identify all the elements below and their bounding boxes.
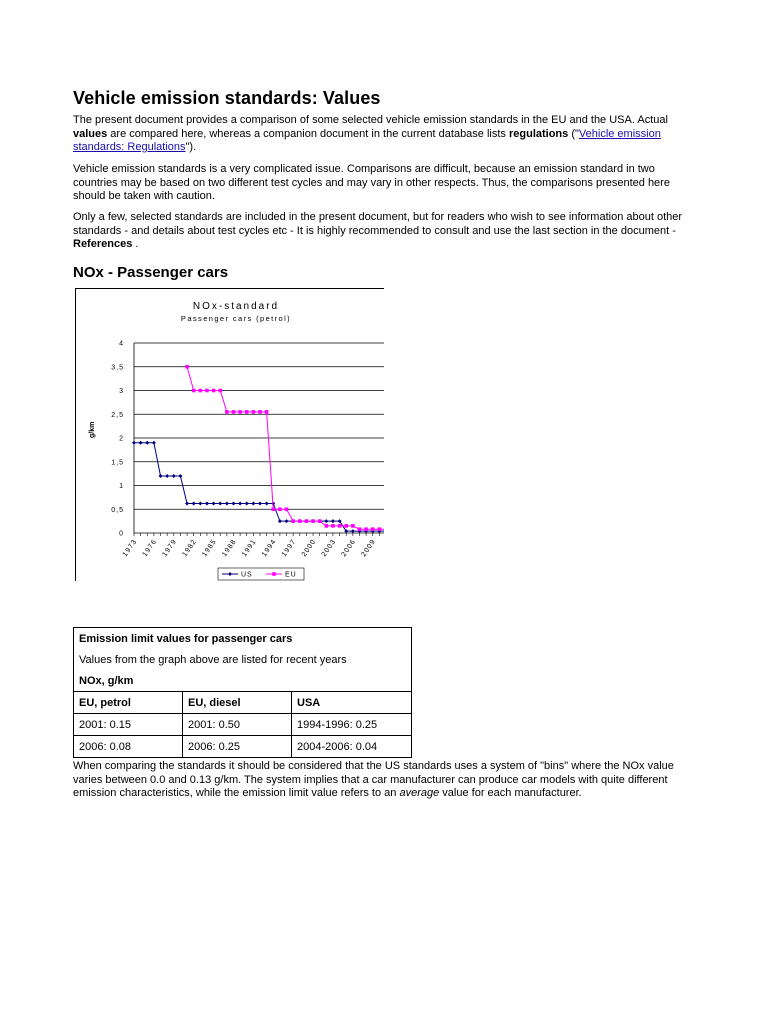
p1-values-bold: values — [73, 127, 108, 140]
data-point-eu — [298, 519, 302, 523]
x-tick-label: 1976 — [141, 538, 159, 559]
legend-marker-eu — [272, 572, 276, 576]
data-point-eu — [325, 524, 329, 528]
data-point-eu — [238, 410, 242, 414]
data-point-eu — [378, 527, 382, 531]
data-point-us — [351, 529, 355, 533]
data-point-eu — [318, 519, 322, 523]
intro-paragraph-1 — [73, 114, 693, 155]
data-point-eu — [278, 507, 282, 511]
data-point-us — [324, 519, 328, 523]
data-point-eu — [305, 519, 309, 523]
data-point-eu — [192, 389, 196, 393]
data-point-eu — [358, 527, 362, 531]
data-point-eu — [245, 410, 249, 414]
table-header-row — [74, 692, 412, 714]
table-cell: 2001: 0.50 — [183, 714, 292, 736]
data-point-us — [212, 502, 216, 506]
header-eu-petrol: EU, petrol — [74, 692, 183, 714]
x-tick-label: 1988 — [221, 538, 239, 559]
table-subtitle: Values from the graph above are listed for recent years — [74, 649, 412, 670]
x-tick-label: 1973 — [121, 538, 139, 559]
page-title: Vehicle emission standards: Values — [73, 88, 381, 108]
data-point-us — [285, 519, 289, 523]
data-point-us — [192, 502, 196, 506]
y-tick-label: 0,5 — [111, 506, 124, 514]
y-tick-labels — [111, 341, 124, 538]
x-tick-label: 2009 — [360, 538, 378, 559]
data-point-eu — [311, 519, 315, 523]
table-title: Emission limit values for passenger cars — [74, 628, 412, 650]
x-tick-label: 1994 — [260, 538, 278, 559]
x-tick-label: 2000 — [300, 538, 318, 559]
data-point-eu — [205, 389, 209, 393]
p1-text-a: The present document provides a comparison of some selected vehicle emission standards in the EU and the USA. Actual — [73, 114, 668, 126]
data-point-us — [251, 502, 255, 506]
x-tick-label: 2006 — [340, 538, 358, 559]
chart-subtitle: Passenger cars (petrol) — [180, 314, 292, 323]
p3-text-a: Only a few, selected standards are included in the present document, but for readers who wish to see information about other standards - and details about test cycles etc - It is highly recommended to consult and use the last section in the document - — [73, 211, 683, 237]
y-axis-label: g/km — [89, 421, 96, 438]
y-tick-label: 1,5 — [111, 459, 124, 467]
data-point-eu — [271, 507, 275, 511]
data-point-eu — [265, 410, 269, 414]
legend-label-us: US — [241, 571, 253, 579]
data-point-us — [132, 441, 136, 445]
table-row — [74, 736, 412, 758]
y-tick-label: 0 — [119, 530, 124, 538]
data-point-us — [205, 502, 209, 506]
data-point-us — [165, 474, 169, 478]
data-point-us — [172, 474, 176, 478]
chart-legend — [218, 568, 304, 580]
y-tick-label: 1 — [119, 483, 124, 490]
y-tick-label: 4 — [119, 340, 124, 348]
data-point-us — [231, 502, 235, 506]
nox-chart — [75, 288, 384, 581]
data-point-eu — [258, 410, 262, 414]
y-tick-label: 2,5 — [111, 411, 124, 419]
footer-paragraph — [73, 760, 693, 801]
regulations-link[interactable]: Vehicle emission standards: Regulations — [73, 127, 661, 153]
data-point-us — [218, 502, 222, 506]
data-point-us — [185, 502, 189, 506]
table-cell: 2006: 0.25 — [183, 736, 292, 758]
chart-svg — [76, 289, 384, 581]
data-point-us — [159, 474, 163, 478]
table-cell: 2006: 0.08 — [74, 736, 183, 758]
series-line-eu — [187, 367, 384, 529]
y-tick-label: 3 — [119, 388, 124, 395]
data-point-us — [258, 502, 262, 506]
data-point-eu — [225, 410, 229, 414]
footer-text-b: value for each manufacturer. — [439, 787, 582, 799]
y-tick-label: 3,5 — [111, 364, 124, 372]
data-point-eu — [351, 524, 355, 528]
x-tick-label: 1997 — [280, 538, 298, 559]
p3-text-b: . — [132, 238, 139, 250]
emission-limits-table — [73, 627, 412, 758]
data-point-eu — [364, 527, 368, 531]
data-point-us — [225, 502, 229, 506]
data-point-eu — [212, 389, 216, 393]
intro-paragraph-3 — [73, 211, 693, 252]
header-eu-diesel: EU, diesel — [183, 692, 292, 714]
data-point-us — [245, 502, 249, 506]
data-point-eu — [285, 507, 289, 511]
x-tick-label: 2003 — [320, 538, 338, 559]
data-point-us — [265, 502, 269, 506]
y-tick-label: 2 — [119, 435, 124, 443]
x-tick-label: 1979 — [161, 538, 179, 559]
footer-text-a: When comparing the standards it should be considered that the US standards uses a system of "bins" where the NOx value varies between 0.0 and 0.13 g/km. The system implies that a car manufacturer can produce car models with quite different emission characteristics, while the emission limit value refers to an — [73, 760, 674, 799]
p1-text-b: are compared here, whereas a companion document in the current database lists — [107, 127, 509, 140]
p1-regulations-bold: regulations — [508, 127, 569, 140]
data-point-us — [152, 441, 156, 445]
references-bold: References — [73, 238, 133, 250]
p1-text-c: (" — [568, 127, 579, 140]
data-point-eu — [252, 410, 256, 414]
x-tick-label: 1985 — [201, 538, 219, 559]
table-cell: 1994-1996: 0.25 — [292, 714, 412, 736]
table-row — [74, 714, 412, 736]
data-point-eu — [331, 524, 335, 528]
x-tick-label: 1982 — [181, 538, 199, 559]
data-point-us — [278, 519, 282, 523]
data-point-eu — [291, 519, 295, 523]
chart-title: NOx-standard — [192, 301, 280, 312]
legend-label-eu: EU — [285, 571, 297, 579]
data-point-us — [198, 502, 202, 506]
data-point-eu — [371, 527, 375, 531]
data-point-us — [145, 441, 149, 445]
data-point-eu — [199, 389, 203, 393]
section-heading: NOx - Passenger cars — [73, 264, 229, 281]
data-point-us — [238, 502, 242, 506]
series-line-us — [134, 443, 384, 531]
data-point-us — [178, 474, 182, 478]
data-point-us — [139, 441, 143, 445]
table-cell: 2001: 0.15 — [74, 714, 183, 736]
intro-paragraph-2: Vehicle emission standards is a very complicated issue. Comparisons are difficult, because an emission standard in two countries may be based on two different test cycles and may vary in other respects. Thus, the comparisons presented here should be taken with caution. — [73, 163, 670, 202]
data-point-eu — [338, 524, 342, 528]
table-unit: NOx, g/km — [74, 670, 412, 692]
data-point-eu — [185, 365, 189, 369]
x-tick-labels — [122, 538, 378, 558]
data-point-us — [331, 519, 335, 523]
data-point-eu — [218, 389, 222, 393]
x-tick-label: 1991 — [241, 538, 259, 559]
data-point-eu — [232, 410, 236, 414]
header-usa: USA — [292, 692, 412, 714]
data-point-eu — [344, 524, 348, 528]
chart-grid — [134, 343, 384, 536]
p1-text-d: "). — [185, 141, 197, 153]
footer-average-italic: average — [399, 787, 440, 799]
table-cell: 2004-2006: 0.04 — [292, 736, 412, 758]
